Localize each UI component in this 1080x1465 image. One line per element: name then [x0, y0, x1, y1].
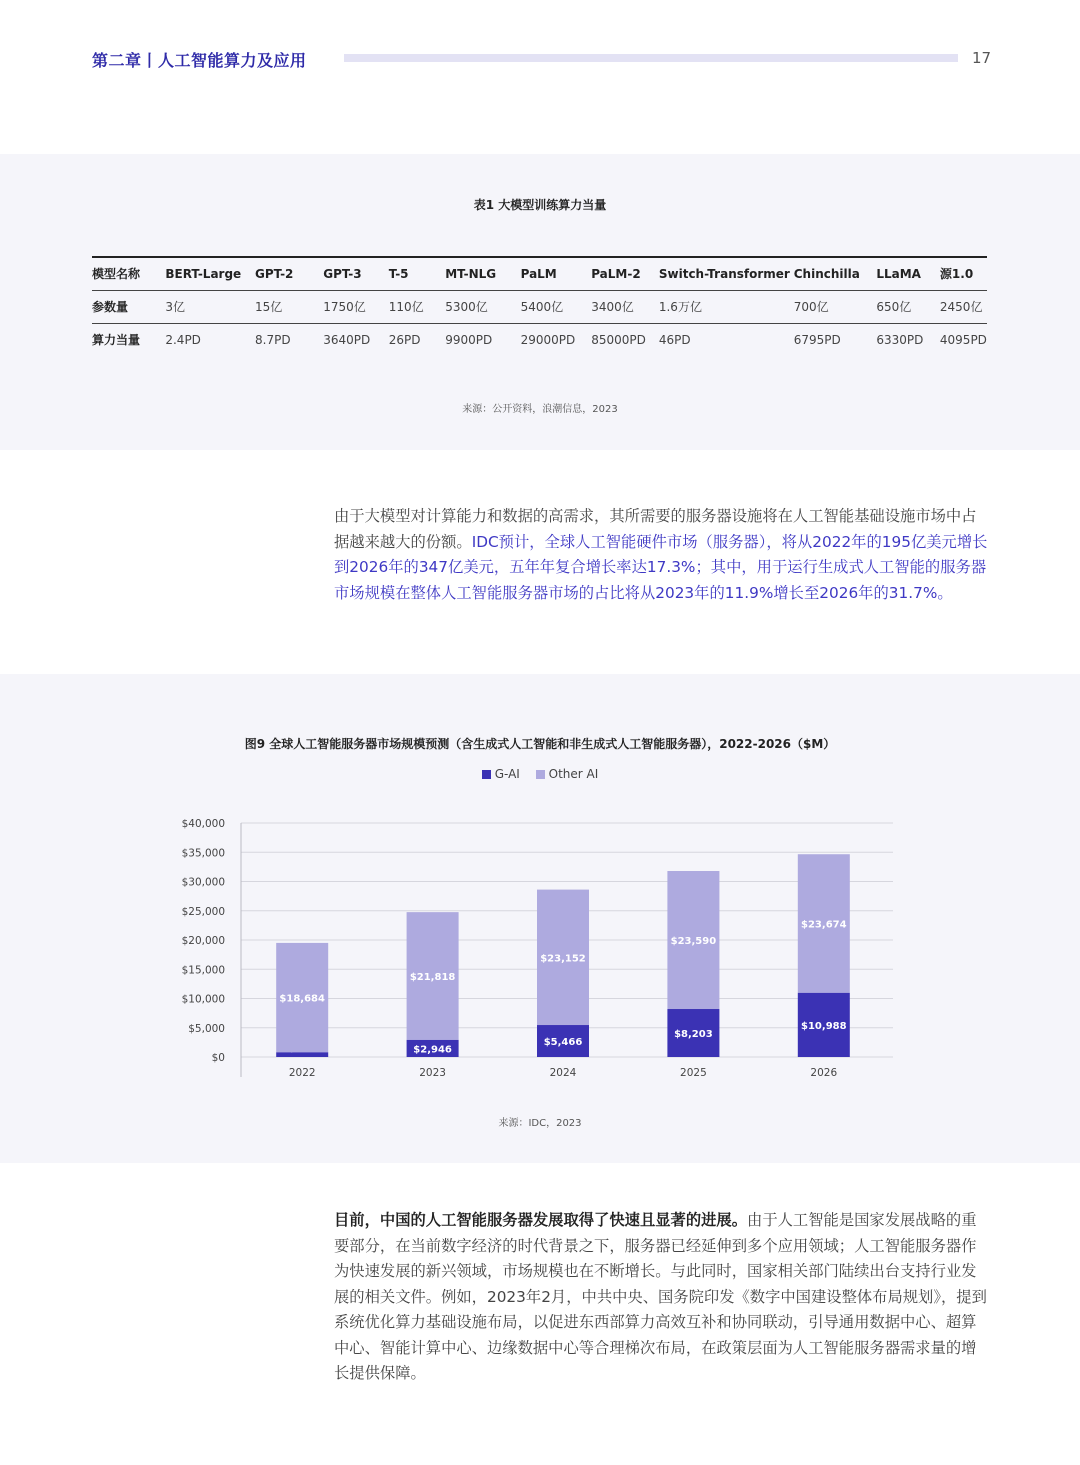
- table-section: [0, 154, 1080, 450]
- x-tick-label: 2025: [680, 1067, 707, 1079]
- table-cell: 9900PD: [445, 332, 493, 347]
- data-label: $21,818: [409, 971, 456, 983]
- paragraph-china-ai-servers: [334, 1208, 990, 1387]
- legend-label: Other AI: [548, 767, 599, 781]
- data-label: $23,590: [670, 936, 717, 948]
- table-header-cell: 源1.0: [939, 267, 974, 282]
- table-row: [92, 323, 987, 356]
- paragraph-text: 由于大模型对计算能力和数据的高需求，其所需要的服务器设施将在人工智能基础设施市场中占据越来越大的份额。: [334, 507, 977, 551]
- table-header-cell: Chinchilla: [793, 266, 860, 281]
- table-cell: 1.6万亿: [658, 300, 702, 314]
- chart-title: 图9 全球人工智能服务器市场规模预测（含生成式人工智能和非生成式人工智能服务器），2022-2026（$M）: [244, 737, 836, 751]
- chart-source-note: 来源：IDC，2023: [498, 1118, 582, 1129]
- table-cell: 26PD: [388, 332, 421, 347]
- table-cell: 6330PD: [876, 332, 924, 347]
- table-cell: 3400亿: [591, 300, 634, 314]
- table-row-header: 算力当量: [92, 333, 141, 348]
- y-tick-label: $10,000: [181, 993, 225, 1006]
- table-caption: 表1 大模型训练算力当量: [473, 198, 607, 212]
- table-header-cell: 模型名称: [92, 267, 141, 282]
- data-label: $10,988: [801, 1020, 847, 1032]
- data-label: $8,203: [674, 1029, 713, 1041]
- legend-label: G-AI: [494, 767, 520, 781]
- table-header-cell: PaLM-2: [591, 266, 641, 281]
- y-tick-label: $40,000: [181, 818, 225, 830]
- legend-swatch-other-ai: [536, 770, 545, 779]
- legend-swatch-gai: [482, 770, 491, 779]
- table-cell: 6795PD: [793, 332, 841, 347]
- x-tick-label: 2026: [810, 1067, 838, 1079]
- x-tick-label: 2022: [288, 1067, 316, 1079]
- data-label: $18,684: [279, 993, 325, 1005]
- data-label: $23,152: [540, 953, 586, 965]
- chapter-title: 第二章丨人工智能算力及应用: [92, 51, 307, 70]
- chart-section: [0, 674, 1080, 1163]
- table-header-cell: PaLM: [520, 266, 557, 281]
- table-cell: 3亿: [165, 300, 185, 314]
- table-header-cell: T-5: [388, 266, 409, 281]
- table-cell: 2.4PD: [165, 332, 201, 347]
- data-label: $2,946: [413, 1044, 452, 1056]
- paragraph-highlight: IDC预计，全球人工智能硬件市场（服务器），将从2022年的195亿美元增长到2026年的347亿美元，五年年复合增长率达17.3%；其中，用于运行生成式人工智能的服务器市场规模在整体人工智能服务器市场的占比将从2023年的11.9%增长至2026年的31.7%。: [334, 532, 988, 602]
- header-divider-bar: [344, 54, 958, 62]
- table-header-cell: Switch-Transformer: [658, 266, 790, 281]
- table-cell: 110亿: [388, 300, 424, 314]
- paragraph-text: 由于人工智能是国家发展战略的重要部分，在当前数字经济的时代背景之下，服务器已经延伸到多个应用领域；人工智能服务器作为快速发展的新兴领域，市场规模也在不断增长。与此同时，国家相关部门陆续出台支持行业发展的相关文件。例如，2023年2月，中共中央、国务院印发《数字中国建设整体布局规划》，提到系统优化算力基础设施布局，以促进东西部算力高效互补和协同联动，引导通用数据中心、超算中心、智能计算中心、边缘数据中心等合理梯次布局，在政策层面为人工智能服务器需求量的增长提供保障。: [334, 1211, 987, 1382]
- table-cell: 85000PD: [591, 332, 646, 347]
- table-cell: 8.7PD: [255, 332, 291, 347]
- paragraph-lead: 目前，中国的人工智能服务器发展取得了快速且显著的进展。: [334, 1211, 748, 1229]
- x-tick-label: 2023: [419, 1067, 446, 1079]
- y-tick-label: $30,000: [181, 876, 225, 889]
- table-cell: 5400亿: [520, 300, 564, 314]
- table-row: [92, 290, 987, 323]
- table-cell: 3640PD: [323, 332, 371, 347]
- model-compute-table: [92, 256, 987, 356]
- table-cell: 5300亿: [445, 300, 488, 314]
- table-cell: 650亿: [876, 300, 912, 314]
- table-header-row: [92, 257, 987, 290]
- table-header-cell: BERT-Large: [165, 266, 242, 281]
- data-label: $23,674: [801, 919, 847, 931]
- legend-item-other-ai: [536, 767, 599, 781]
- y-tick-label: $5,000: [188, 1022, 225, 1035]
- y-tick-label: $35,000: [181, 847, 225, 860]
- table-header-cell: LLaMA: [876, 266, 921, 281]
- y-tick-label: $20,000: [181, 935, 225, 947]
- stacked-bar-chart: [170, 814, 910, 1084]
- table-row-header: 参数量: [92, 300, 129, 314]
- paragraph-server-market: [334, 504, 990, 606]
- y-tick-label: $15,000: [181, 964, 225, 977]
- x-tick-label: 2024: [549, 1067, 577, 1079]
- table-header-cell: GPT-3: [323, 266, 362, 281]
- legend-item-gai: [482, 767, 520, 781]
- table-cell: 29000PD: [520, 332, 576, 347]
- table-cell: 15亿: [255, 300, 283, 314]
- y-tick-label: $25,000: [181, 905, 225, 918]
- page-number: 17: [972, 49, 992, 67]
- table-header-cell: MT-NLG: [445, 266, 497, 281]
- table-cell: 46PD: [658, 332, 691, 347]
- table-source-note: 来源：公开资料，浪潮信息，2023: [462, 404, 618, 415]
- table-cell: 1750亿: [323, 300, 366, 314]
- y-tick-label: $0: [211, 1052, 225, 1064]
- table-cell: 700亿: [793, 300, 829, 314]
- chart-legend: [0, 767, 1080, 781]
- data-label: $5,466: [543, 1037, 583, 1049]
- table-cell: 2450亿: [939, 300, 983, 314]
- table-header-cell: GPT-2: [255, 266, 294, 281]
- table-cell: 4095PD: [939, 332, 987, 347]
